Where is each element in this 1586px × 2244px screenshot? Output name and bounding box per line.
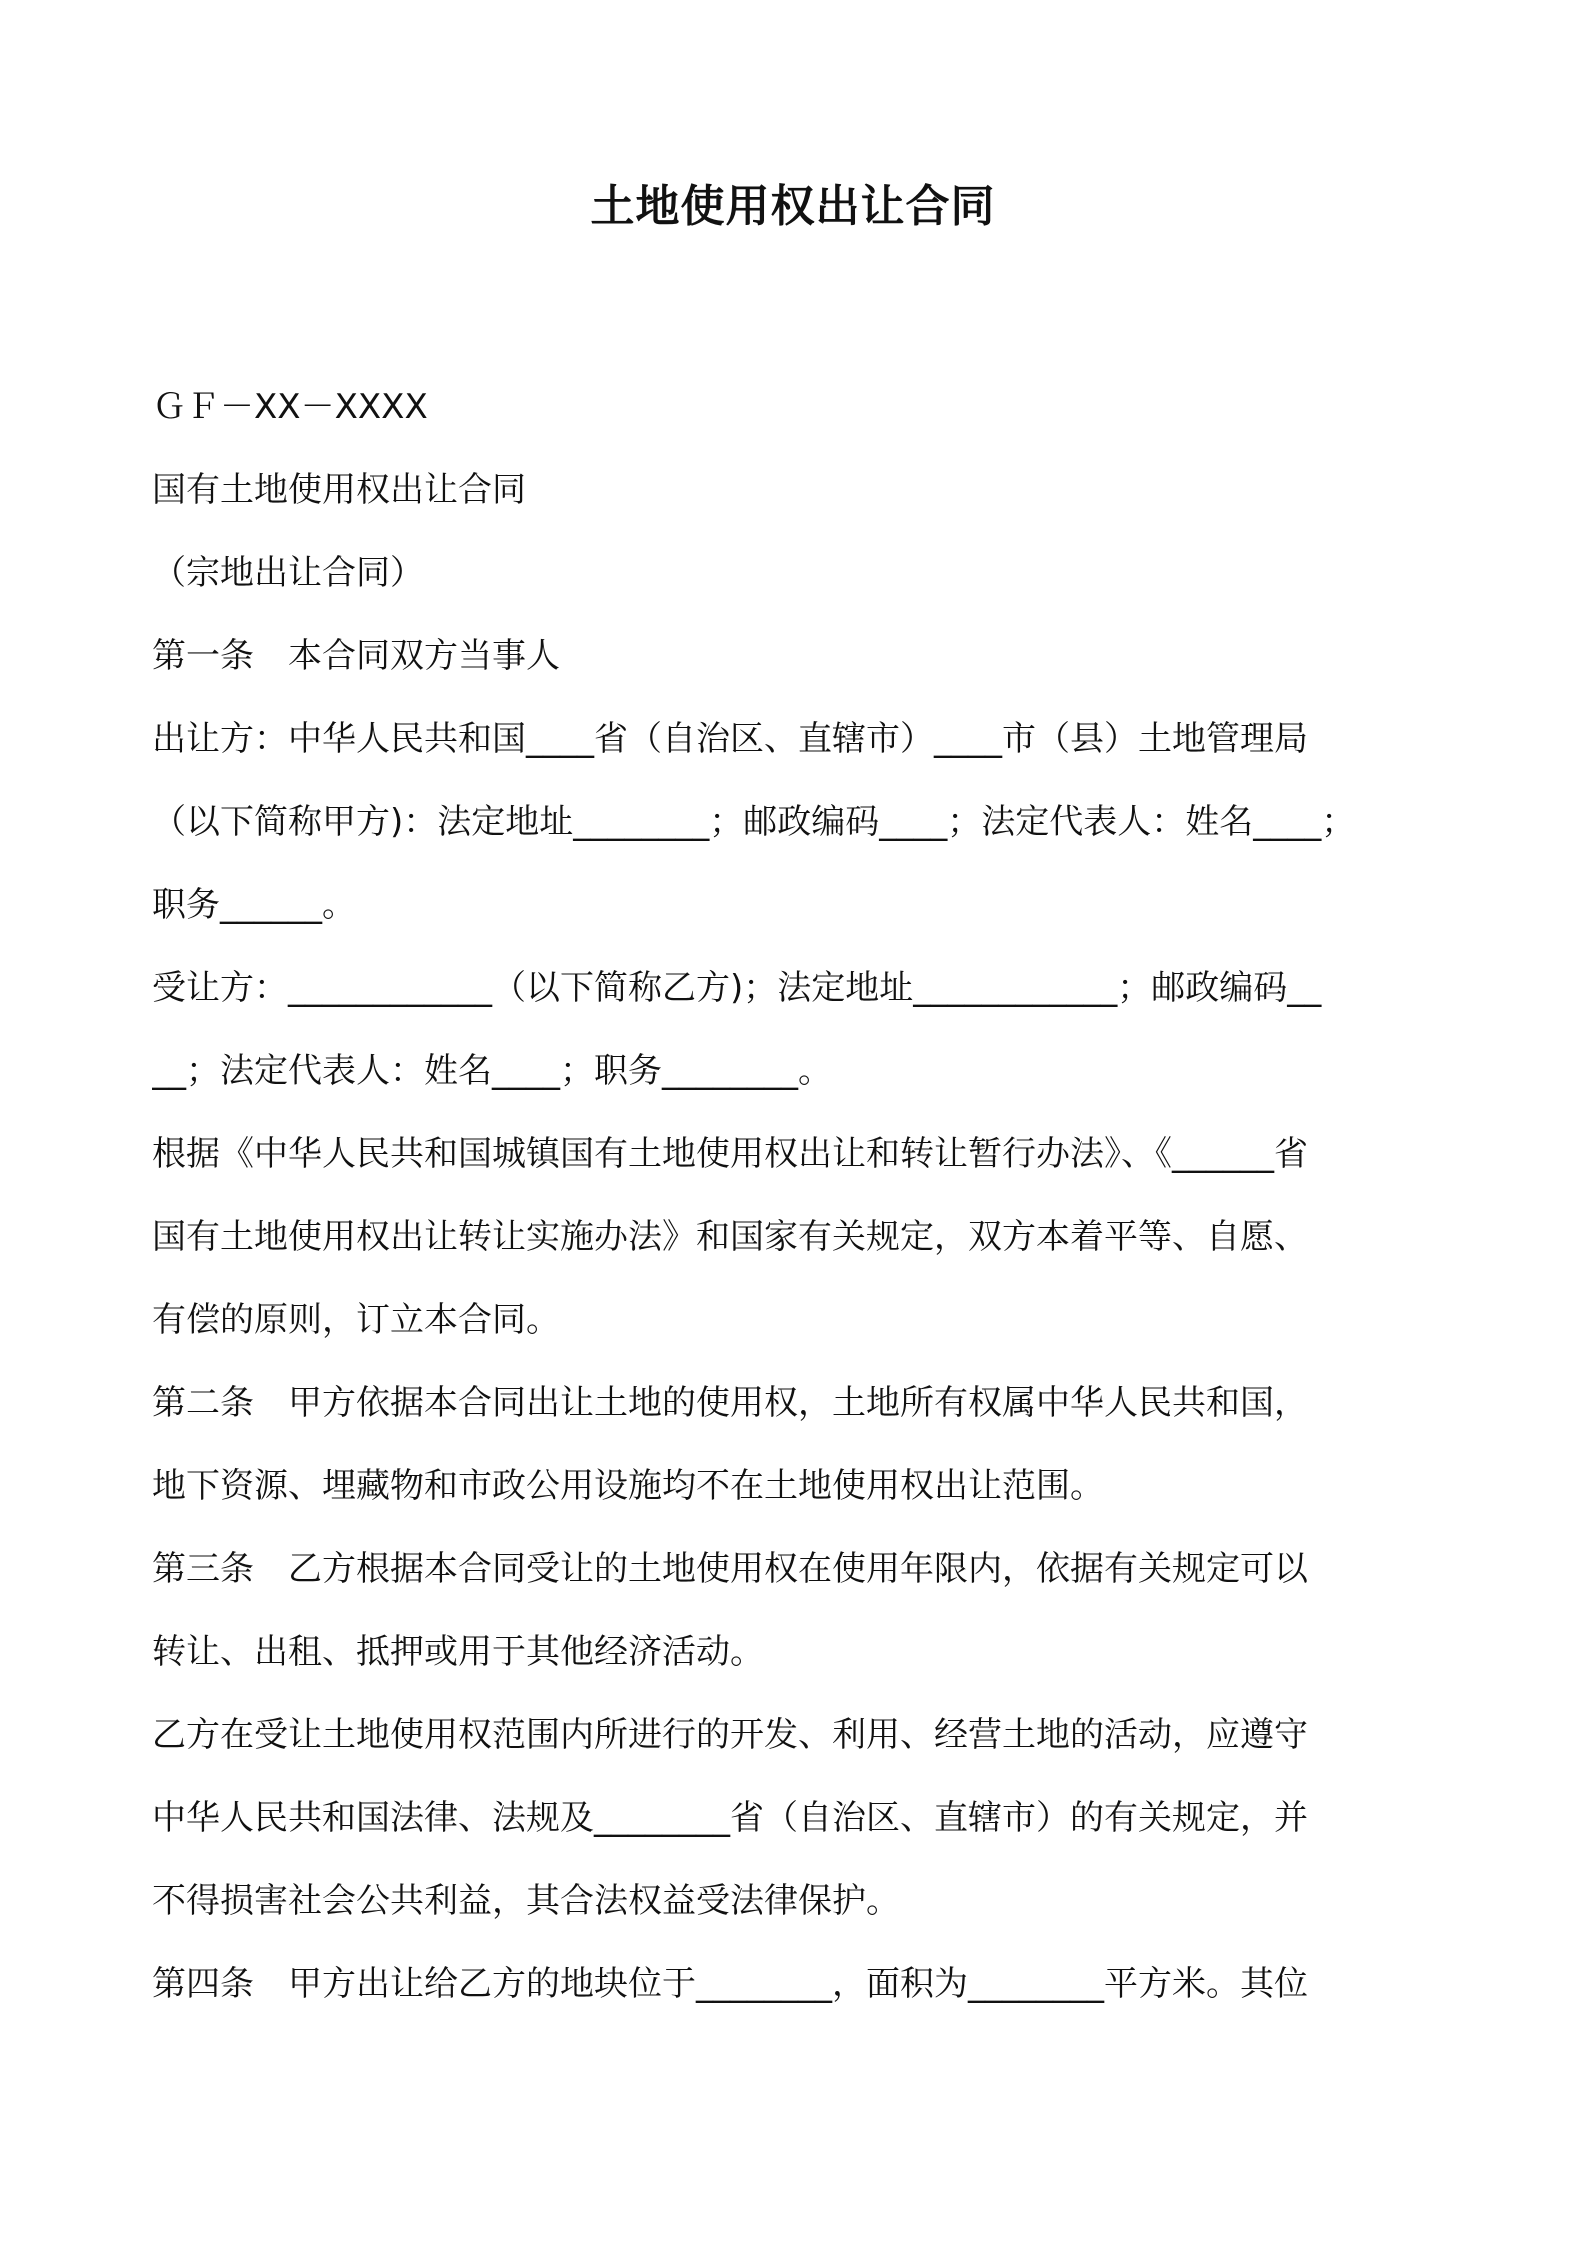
contract-subtitle: （宗地出让合同） xyxy=(152,553,424,593)
article-3-line: 第三条 乙方根据本合同受让的土地使用权在使用年限内，依据有关规定可以 xyxy=(152,1549,1308,1589)
contract-name: 国有土地使用权出让合同 xyxy=(152,470,526,510)
paragraph-line: （以下简称甲方)：法定地址________；邮政编码____；法定代表人：姓名____； xyxy=(152,802,1356,842)
article-4-line: 第四条 甲方出让给乙方的地块位于________，面积为________平方米。其位 xyxy=(152,1964,1308,2004)
paragraph-line: 有偿的原则，订立本合同。 xyxy=(152,1300,560,1340)
paragraph-line: 受让方：____________（以下简称乙方)；法定地址____________；邮政编码__ xyxy=(152,968,1322,1008)
paragraph-line: 乙方在受让土地使用权范围内所进行的开发、利用、经营土地的活动，应遵守 xyxy=(152,1715,1308,1755)
paragraph-line: __；法定代表人：姓名____；职务________。 xyxy=(152,1051,832,1091)
article-1-heading: 第一条 本合同双方当事人 xyxy=(152,636,560,676)
paragraph-line: 转让、出租、抵押或用于其他经济活动。 xyxy=(152,1632,764,1672)
paragraph-line: 地下资源、埋藏物和市政公用设施均不在土地使用权出让范围。 xyxy=(152,1466,1104,1506)
paragraph-line: 不得损害社会公共利益，其合法权益受法律保护。 xyxy=(152,1881,900,1921)
article-2-line: 第二条 甲方依据本合同出让土地的使用权，土地所有权属中华人民共和国， xyxy=(152,1383,1308,1423)
document-body xyxy=(152,366,1442,2026)
form-code: ＧＦ－XX－XXXX xyxy=(152,387,428,427)
paragraph-line: 职务______。 xyxy=(152,885,356,925)
paragraph-line: 中华人民共和国法律、法规及________省（自治区、直辖市）的有关规定，并 xyxy=(152,1798,1308,1838)
paragraph-line: 根据《中华人民共和国城镇国有土地使用权出让和转让暂行办法》、《______省 xyxy=(152,1134,1308,1174)
paragraph-line: 国有土地使用权出让转让实施办法》和国家有关规定，双方本着平等、自愿、 xyxy=(152,1217,1308,1257)
document-title: 土地使用权出让合同 xyxy=(590,181,996,232)
paragraph-line: 出让方：中华人民共和国____省（自治区、直辖市）____市（县）土地管理局 xyxy=(152,719,1308,759)
